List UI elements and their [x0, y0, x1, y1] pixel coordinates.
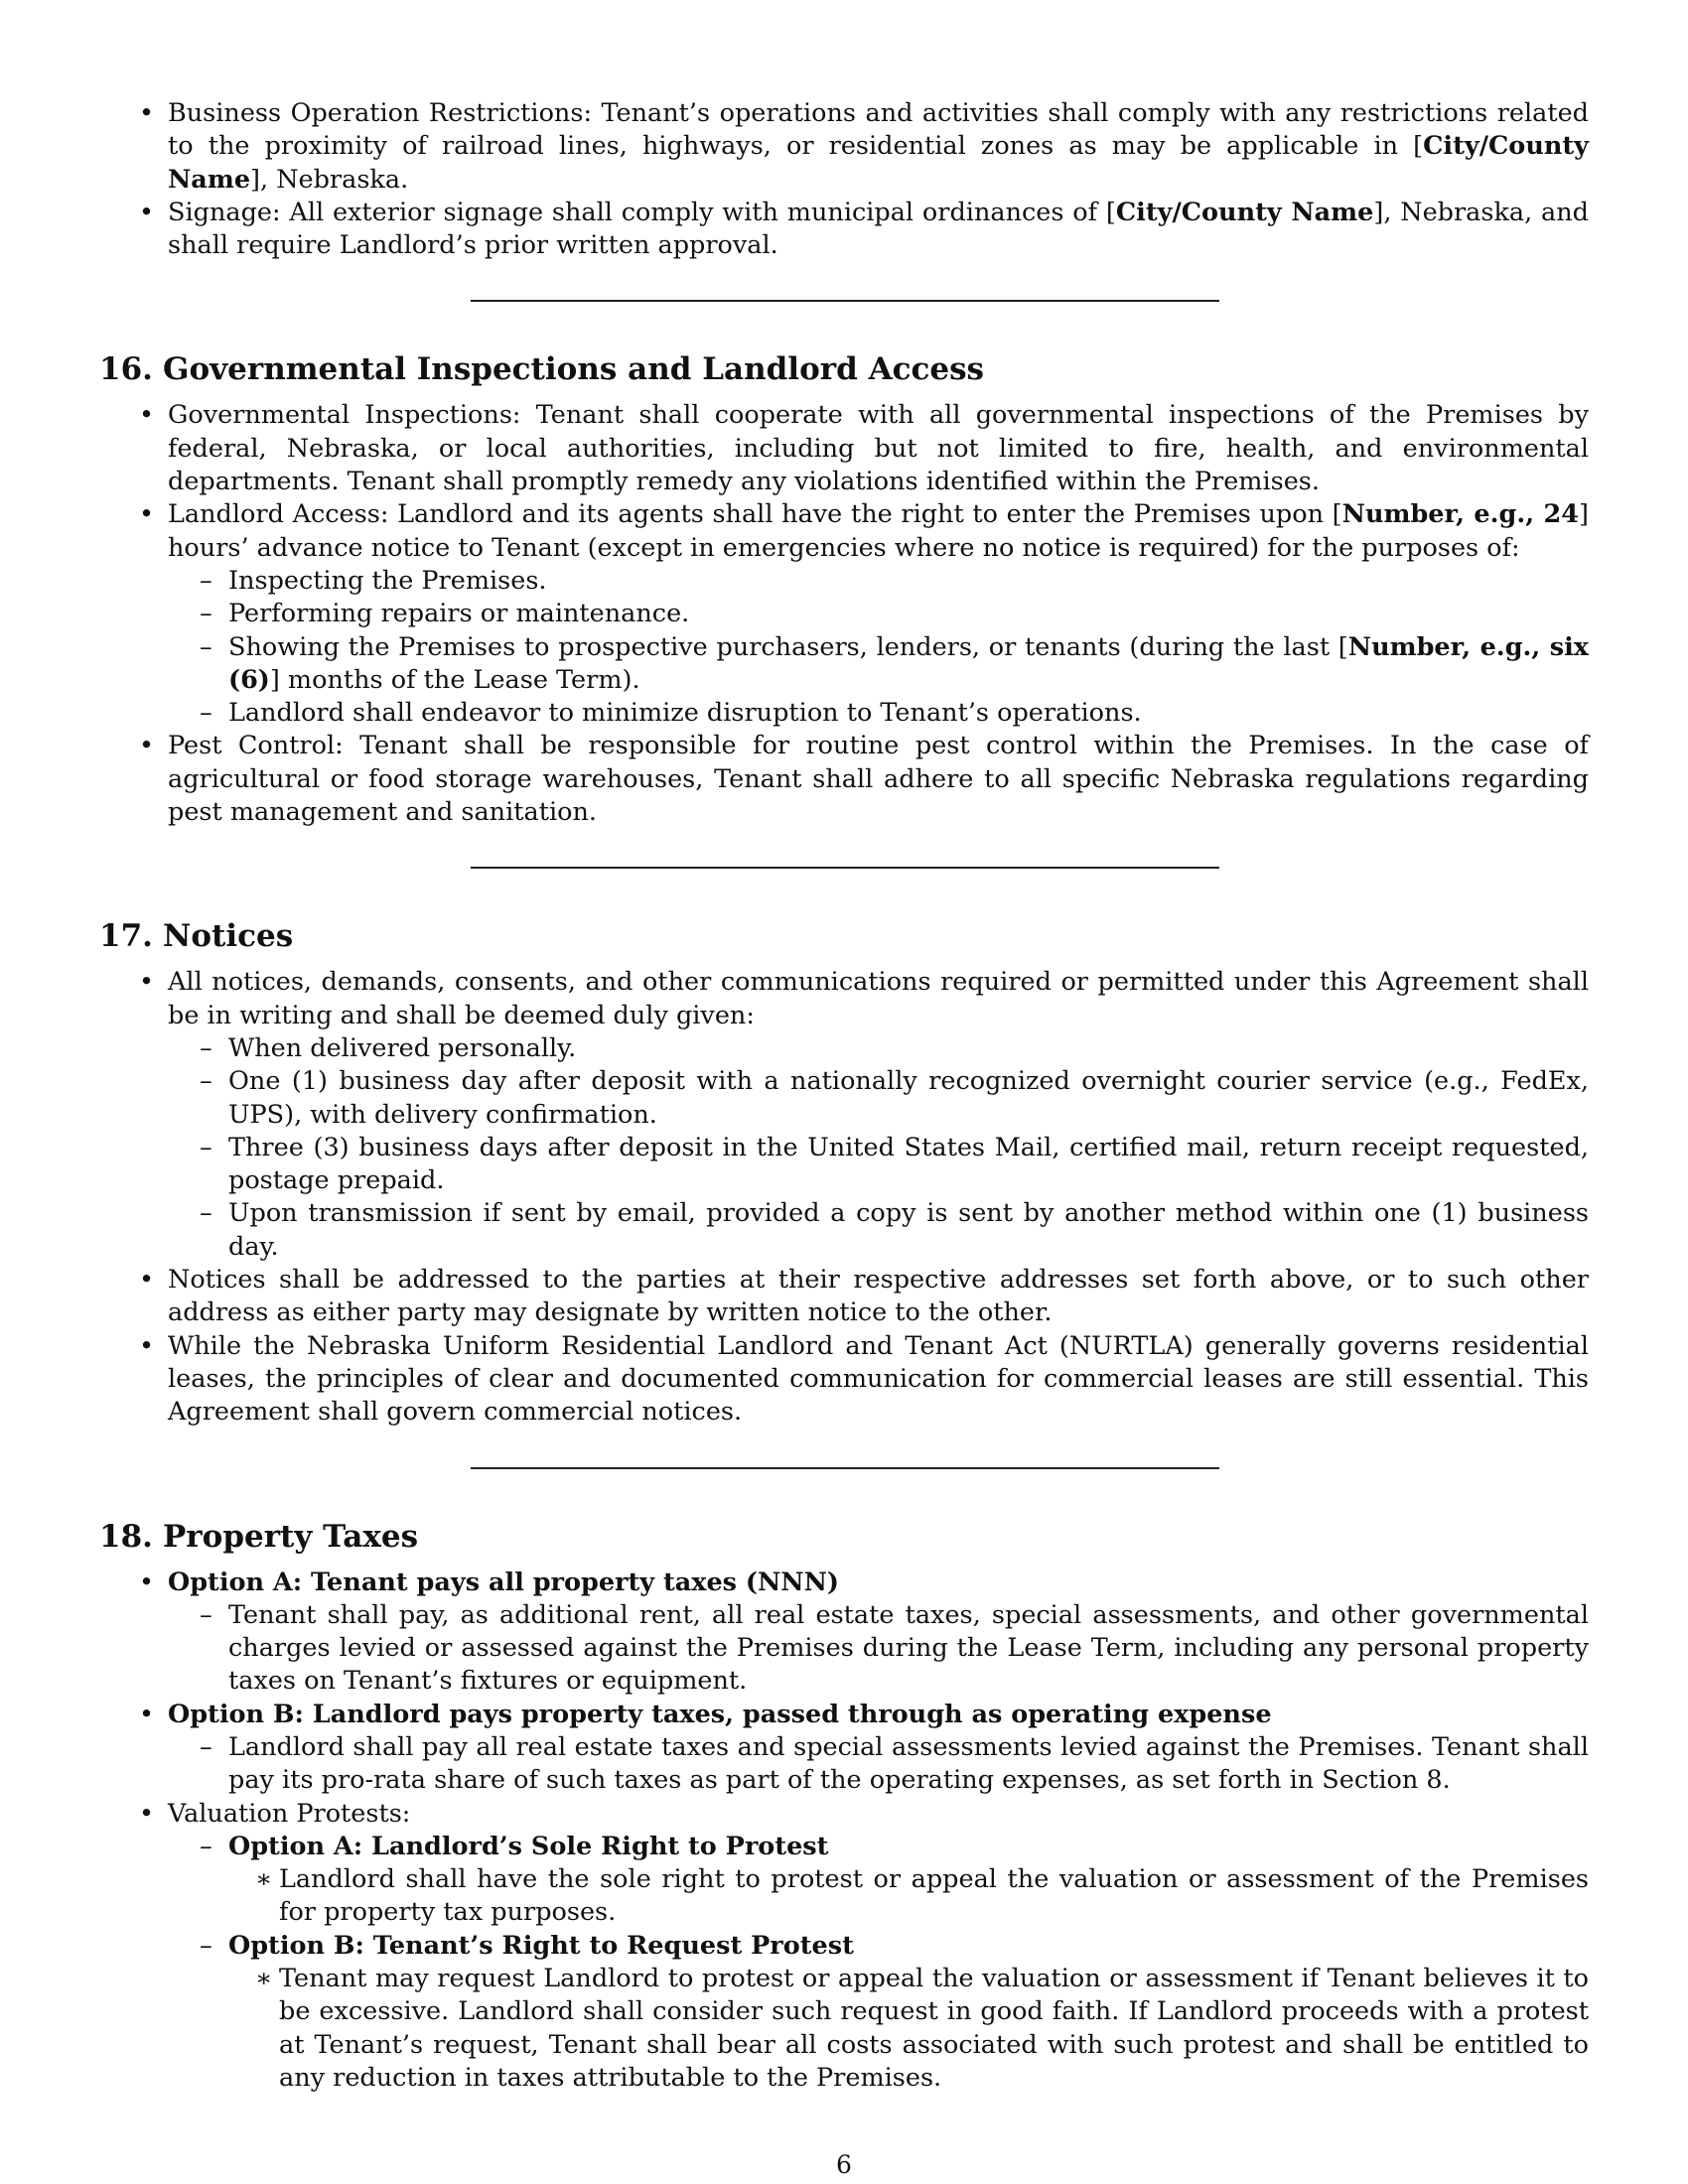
protest-b-list [228, 1963, 1589, 2095]
list-item: • All notices, demands, consents, and other communications required or permitted under this Agreement shall be in writing and shall be deemed duly given: – When delivered personally. – One (1) business day after deposit with a nationally recognized overnight courier service (e.g., FedEx, UPS), with delivery confirmation. – Three (3) business days after deposit in the United States Mail, certified mail, return receipt requested, postage prepaid. – Upon transmission if sent by email, provided a copy is sent by another method within one (1) business day. [99, 966, 1589, 1264]
section-divider [471, 1467, 1219, 1469]
option-a-list [168, 1599, 1589, 1699]
valuation-options-list [168, 1831, 1589, 2095]
sub-sub-list-item: ∗ Tenant may request Landlord to protest or appeal the valuation or assessment if Tenant believes it to be excessive. Landlord shall consider such request in good faith. If Landlord proceeds with a protest at Tenant’s request, Tenant shall bear all costs associated with such protest and shall be entitled to any reduction in taxes attributable to the Premises. [228, 1963, 1589, 2095]
list-item: • Notices shall be addressed to the parties at their respective addresses set forth above, or to such other address as either party may designate by written notice to the other. [99, 1264, 1589, 1330]
list-item: • Governmental Inspections: Tenant shall cooperate with all governmental inspections of the Premises by federal, Nebraska, or local authorities, including but not limited to fire, health, and environmental departments. Tenant shall promptly remedy any violations identified within the Premises. [99, 399, 1589, 498]
list-item: • Option A: Tenant pays all property taxes (NNN) – Tenant shall pay, as additional rent, all real estate taxes, special assessments, and other governmental charges levied or assessed against the Premises during the Lease Term, including any personal property taxes on Tenant’s fixtures or equipment. [99, 1567, 1589, 1699]
section-heading-16: 16. Governmental Inspections and Landlord Access [99, 351, 984, 388]
sub-list-item: – Upon transmission if sent by email, provided a copy is sent by another method within one (1) business day. [168, 1197, 1589, 1264]
protest-a-list [228, 1863, 1589, 1930]
sub-list-item: – One (1) business day after deposit with a nationally recognized overnight courier service (e.g., FedEx, UPS), with delivery confirmation. [168, 1065, 1589, 1132]
prev-section-list [99, 97, 1589, 262]
access-purposes-list [168, 565, 1589, 730]
sub-list-item: – Three (3) business days after deposit in the United States Mail, certified mail, return receipt requested, postage prepaid. [168, 1132, 1589, 1198]
sub-list-item: – Landlord shall pay all real estate taxes and special assessments levied against the Premises. Tenant shall pay its pro-rata share of such taxes as part of the operating expenses, as set forth in Section 8. [168, 1731, 1589, 1798]
sub-list-item: – Performing repairs or maintenance. [168, 598, 1589, 630]
section-heading-18: 18. Property Taxes [99, 1518, 419, 1555]
list-item: • Signage: All exterior signage shall comply with municipal ordinances of [City/County Name], Nebraska, and shall require Landlord’s prior written approval. [99, 197, 1589, 263]
list-item: • Landlord Access: Landlord and its agents shall have the right to enter the Premises upon [Number, e.g., 24] hours’ advance notice to Tenant (except in emergencies where no notice is required) for the purposes of: – Inspecting the Premises. – Performing repairs or maintenance. – Showing the Premises to prospective purchasers, lenders, or tenants (during the last [Number, e.g., six (6)] months of the Lease Term). – Landlord shall endeavor to minimize disruption to Tenant’s operations. [99, 498, 1589, 730]
sub-list-item: – Landlord shall endeavor to minimize disruption to Tenant’s operations. [168, 697, 1589, 730]
page-number: 6 [836, 2150, 852, 2179]
section-16-list [99, 399, 1589, 829]
section-heading-17: 17. Notices [99, 918, 294, 955]
sub-list-item: – When delivered personally. [168, 1032, 1589, 1065]
section-divider [471, 300, 1219, 302]
sub-sub-list-item: ∗ Landlord shall have the sole right to protest or appeal the valuation or assessment of the Premises for property tax purposes. [228, 1863, 1589, 1930]
sub-list-item: – Tenant shall pay, as additional rent, all real estate taxes, special assessments, and other governmental charges levied or assessed against the Premises during the Lease Term, including any personal property taxes on Tenant’s fixtures or equipment. [168, 1599, 1589, 1699]
option-b-list [168, 1731, 1589, 1798]
sub-list-item: – Option A: Landlord’s Sole Right to Protest ∗ Landlord shall have the sole right to protest or appeal the valuation or assessment of the Premises for property tax purposes. [168, 1831, 1589, 1930]
section-18-list [99, 1567, 1589, 2096]
list-item: • Business Operation Restrictions: Tenant’s operations and activities shall comply with any restrictions related to the proximity of railroad lines, highways, or residential zones as may be applicable in [City/County Name], Nebraska. [99, 97, 1589, 197]
list-item: • While the Nebraska Uniform Residential Landlord and Tenant Act (NURTLA) generally governs residential leases, the principles of clear and documented communication for commercial leases are still essential. This Agreement shall govern commercial notices. [99, 1330, 1589, 1430]
sub-list-item: – Option B: Tenant’s Right to Request Protest ∗ Tenant may request Landlord to protest or appeal the valuation or assessment if Tenant believes it to be excessive. Landlord shall consider such request in good faith. If Landlord proceeds with a protest at Tenant’s request, Tenant shall bear all costs associated with such protest and shall be entitled to any reduction in taxes attributable to the Premises. [168, 1930, 1589, 2095]
section-17-list [99, 966, 1589, 1429]
list-item: • Valuation Protests: – Option A: Landlord’s Sole Right to Protest ∗ Landlord shall have the sole right to protest or appeal the valuation or assessment of the Premises for property tax purposes. – Option B: Tenant’s Right to Request Protest ∗ Tenant may request Landlord to protest or appeal the valuation or assessment if Tenant believes it to be excessive. Landlord shall consider such request in good faith. If Landlord proceeds with a protest at Tenant’s request, Tenant shall bear all costs associated with such protest and shall be entitled to any reduction in taxes attributable to the Premises. [99, 1798, 1589, 2096]
section-divider [471, 867, 1219, 869]
list-item: • Pest Control: Tenant shall be responsible for routine pest control within the Premises. In the case of agricultural or food storage warehouses, Tenant shall adhere to all specific Nebraska regulations regarding pest management and sanitation. [99, 730, 1589, 829]
sub-list-item: – Inspecting the Premises. [168, 565, 1589, 598]
notice-methods-list [168, 1032, 1589, 1264]
document-page [99, 97, 1589, 2095]
list-item: • Option B: Landlord pays property taxes, passed through as operating expense – Landlord shall pay all real estate taxes and special assessments levied against the Premises. Tenant shall pay its pro-rata share of such taxes as part of the operating expenses, as set forth in Section 8. [99, 1699, 1589, 1798]
sub-list-item: – Showing the Premises to prospective purchasers, lenders, or tenants (during the last [Number, e.g., six (6)] months of the Lease Term). [168, 631, 1589, 698]
